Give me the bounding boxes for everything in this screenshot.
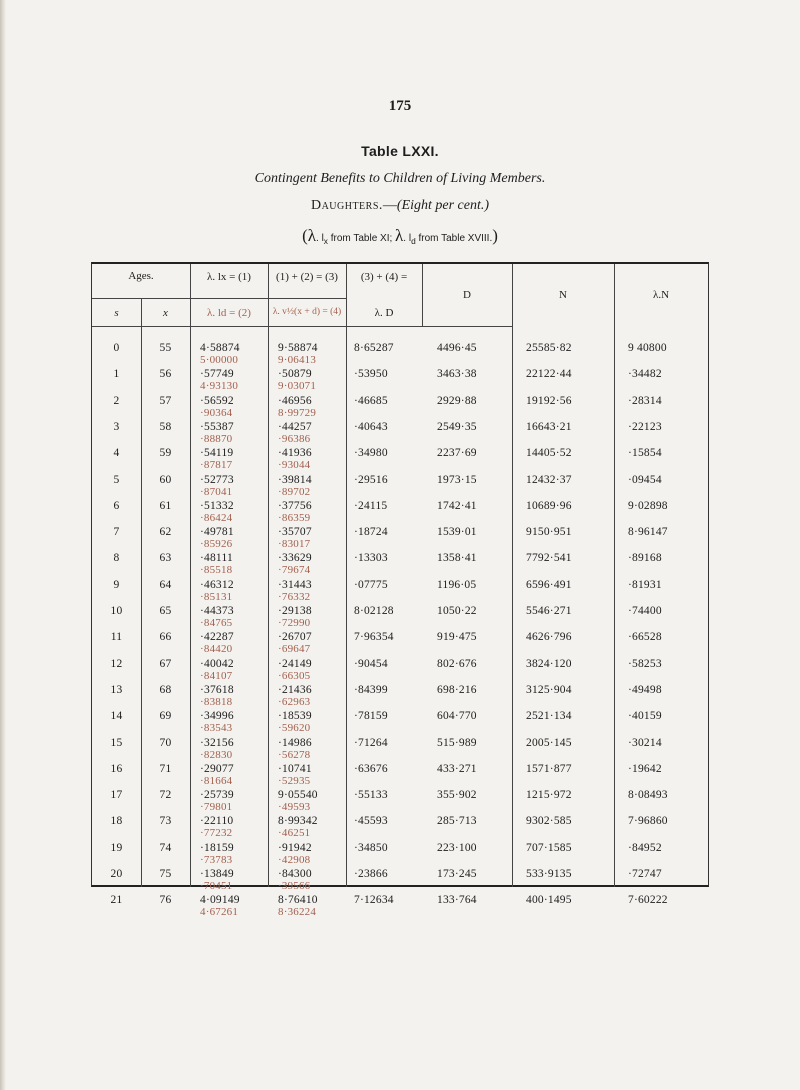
header-d: D — [463, 289, 471, 301]
table-row — [92, 368, 708, 396]
cell-d: 433·271 — [437, 762, 477, 775]
cell-c2b: ·59620 — [278, 722, 311, 735]
cell-s: 19 — [110, 841, 123, 854]
cell-c1b: ·84420 — [200, 643, 233, 656]
cell-ln: ·49498 — [628, 683, 662, 696]
cell-s: 17 — [110, 789, 123, 802]
cell-x: 64 — [159, 578, 172, 591]
cell-ln: ·66528 — [628, 631, 662, 644]
data-table — [91, 262, 709, 919]
cell-c3: ·40643 — [354, 420, 388, 433]
cell-x: 56 — [159, 368, 172, 381]
table-title: Contingent Benefits to Children of Living Members. — [254, 171, 546, 186]
table-row — [92, 395, 708, 423]
cell-c1b: ·83818 — [200, 695, 233, 708]
cell-c1: ·54119 — [200, 447, 234, 460]
cell-c2: ·33629 — [278, 552, 312, 565]
cell-c2: ·35707 — [278, 526, 312, 539]
cell-c2b: ·79674 — [278, 564, 311, 577]
cell-c2b: ·89702 — [278, 485, 311, 498]
cell-n: 6596·491 — [526, 578, 572, 591]
cell-n: 2005·145 — [526, 736, 572, 749]
cell-n: 10689·96 — [526, 499, 572, 512]
cell-ln: 7·60222 — [628, 894, 668, 907]
cell-ln: ·81931 — [628, 578, 662, 591]
table-row — [92, 658, 708, 686]
cell-c2b: ·39566 — [278, 880, 311, 892]
cell-c1: ·49781 — [200, 526, 234, 539]
cell-c1: ·22110 — [200, 815, 234, 828]
cell-c3: ·63676 — [354, 762, 388, 775]
cell-c2b: 8·99729 — [278, 406, 317, 419]
cell-ln: ·09454 — [628, 473, 662, 486]
cell-s: 9 — [113, 578, 120, 591]
cell-n: 400·1495 — [526, 894, 572, 907]
cell-x: 65 — [159, 605, 172, 617]
cell-d: 698·216 — [437, 683, 477, 696]
cell-c2b: ·96386 — [278, 432, 311, 445]
cell-c1: ·42287 — [200, 631, 234, 644]
cell-c1b: ·70451 — [200, 880, 233, 892]
cell-d: 919·475 — [437, 631, 477, 644]
cell-x: 62 — [159, 526, 172, 539]
cell-c1b: ·77232 — [200, 827, 233, 840]
cell-x: 68 — [159, 683, 172, 696]
cell-c2: ·31443 — [278, 578, 312, 591]
cell-c1: ·40042 — [200, 657, 234, 670]
cell-c2: ·39814 — [278, 473, 312, 486]
cell-c2b: ·49593 — [278, 801, 311, 814]
cell-s: 15 — [110, 736, 123, 749]
subtitle-dash: — — [382, 198, 397, 213]
table-row — [92, 789, 708, 817]
source-note: (λ. $l_x$ from Table XI; λ. $l_d$ from Table XVIII.) — [302, 226, 498, 246]
cell-c2b: ·72990 — [278, 617, 311, 629]
table-row — [92, 684, 708, 712]
header-s: s — [114, 307, 119, 319]
cell-ln: ·58253 — [628, 657, 662, 670]
cell-n: 3125·904 — [526, 683, 572, 696]
table-row — [92, 500, 708, 528]
cell-c1: 4·58874 — [200, 342, 240, 354]
cell-x: 58 — [159, 420, 172, 433]
cell-x: 72 — [159, 789, 172, 802]
cell-c2: ·10741 — [278, 762, 312, 775]
cell-c2b: ·86359 — [278, 511, 311, 524]
cell-ln: 8·96147 — [628, 526, 668, 539]
cell-s: 10 — [110, 605, 123, 617]
cell-s: 11 — [110, 631, 123, 644]
cell-n: 3824·120 — [526, 657, 572, 670]
cell-c2b: 9·06413 — [278, 354, 317, 366]
table-row — [92, 737, 708, 765]
cell-c1b: ·79801 — [200, 801, 233, 814]
cell-c2b: ·46251 — [278, 827, 311, 840]
cell-n: 16643·21 — [526, 420, 572, 433]
cell-x: 57 — [159, 394, 172, 407]
cell-n: 9302·585 — [526, 815, 572, 828]
cell-x: 59 — [159, 447, 172, 460]
cell-c1: ·52773 — [200, 473, 234, 486]
cell-c2: 9·58874 — [278, 342, 318, 354]
table-row — [92, 631, 708, 659]
table-row — [92, 815, 708, 843]
cell-c3: ·55133 — [354, 789, 388, 802]
cell-s: 21 — [110, 894, 123, 907]
cell-ln: ·72747 — [628, 868, 662, 880]
table-row — [92, 552, 708, 580]
cell-c3: ·71264 — [354, 736, 388, 749]
cell-n: 2521·134 — [526, 710, 572, 723]
cell-ln: ·15854 — [628, 447, 662, 460]
cell-c3: 8·65287 — [354, 342, 394, 354]
cell-c2: 8·99342 — [278, 815, 318, 828]
cell-c3: ·24115 — [354, 499, 388, 512]
table-row — [92, 342, 708, 370]
cell-x: 71 — [159, 762, 172, 775]
cell-c3: ·46685 — [354, 394, 388, 407]
cell-c1b: ·84107 — [200, 669, 233, 682]
header-lambda-n: λ.N — [652, 289, 670, 301]
cell-d: 2237·69 — [437, 447, 477, 460]
cell-c1: ·44373 — [200, 605, 234, 617]
cell-c1: ·51332 — [200, 499, 234, 512]
cell-c1b: ·86424 — [200, 511, 233, 524]
cell-c2b: 8·36224 — [278, 906, 317, 919]
cell-x: 74 — [159, 841, 172, 854]
subtitle-rate: (Eight per cent.) — [396, 198, 490, 213]
page-edge-shadow — [0, 0, 6, 1090]
cell-c1: ·56592 — [200, 394, 234, 407]
table-number: Table LXXI. — [361, 143, 439, 159]
table-row — [92, 579, 708, 607]
cell-n: 4626·796 — [526, 631, 572, 644]
cell-c3: ·07775 — [354, 578, 388, 591]
cell-d: 1196·05 — [437, 578, 477, 591]
cell-x: 60 — [159, 473, 172, 486]
cell-c2: ·21436 — [278, 683, 312, 696]
cell-n: 9150·951 — [526, 526, 572, 539]
cell-ln: ·89168 — [628, 552, 662, 565]
cell-n: 14405·52 — [526, 447, 572, 460]
lambda-symbol: λ — [395, 226, 404, 245]
table-row — [92, 421, 708, 449]
cell-s: 1 — [113, 368, 120, 381]
cell-c3: 7·12634 — [354, 894, 394, 907]
cell-c2: 8·76410 — [278, 894, 318, 907]
cell-c2: ·46956 — [278, 394, 312, 407]
cell-c2: ·29138 — [278, 605, 312, 617]
cell-d: 1050·22 — [437, 605, 477, 617]
cell-c1b: ·73783 — [200, 853, 233, 866]
cell-c2: ·41936 — [278, 447, 312, 460]
cell-s: 3 — [113, 420, 120, 433]
cell-c1: ·32156 — [200, 736, 234, 749]
table-row — [92, 526, 708, 554]
cell-s: 16 — [110, 762, 123, 775]
cell-x: 67 — [159, 657, 172, 670]
cell-c3: ·18724 — [354, 526, 388, 539]
cell-c1: ·57749 — [200, 368, 234, 381]
cell-c2b: ·69647 — [278, 643, 311, 656]
cell-d: 3463·38 — [437, 368, 477, 381]
cell-s: 5 — [113, 473, 120, 486]
header-col2-top: (1) + (2) = (3) — [276, 271, 338, 283]
cell-c1: ·29077 — [200, 762, 234, 775]
cell-n: 19192·56 — [526, 394, 572, 407]
table-row — [92, 842, 708, 870]
cell-ln: 8·08493 — [628, 789, 668, 802]
cell-n: 1571·877 — [526, 762, 572, 775]
cell-n: 25585·82 — [526, 342, 572, 354]
cell-c2: ·84300 — [278, 868, 312, 880]
cell-n: 533·9135 — [526, 868, 572, 880]
table-row — [92, 605, 708, 633]
cell-c3: ·84399 — [354, 683, 388, 696]
table-row — [92, 447, 708, 475]
cell-c3: ·34980 — [354, 447, 388, 460]
cell-c2: ·44257 — [278, 420, 312, 433]
cell-s: 2 — [113, 394, 120, 407]
cell-d: 223·100 — [437, 841, 477, 854]
cell-c2: ·37756 — [278, 499, 312, 512]
cell-n: 12432·37 — [526, 473, 572, 486]
cell-d: 802·676 — [437, 657, 477, 670]
cell-d: 515·989 — [437, 736, 477, 749]
cell-x: 69 — [159, 710, 172, 723]
cell-c2: ·26707 — [278, 631, 312, 644]
cell-c2b: ·56278 — [278, 748, 311, 761]
header-n: N — [559, 289, 567, 301]
cell-x: 76 — [159, 894, 172, 907]
cell-ln: 9 40800 — [628, 342, 667, 354]
cell-n: 707·1585 — [526, 841, 572, 854]
cell-d: 133·764 — [437, 894, 477, 907]
header-ages: Ages. — [128, 270, 154, 282]
cell-c1b: 4·93130 — [200, 380, 239, 393]
cell-ln: ·40159 — [628, 710, 662, 723]
cell-c3: ·34850 — [354, 841, 388, 854]
cell-c1: ·48111 — [200, 552, 233, 565]
cell-s: 0 — [113, 342, 120, 354]
cell-n: 7792·541 — [526, 552, 572, 565]
cell-c1b: ·87817 — [200, 459, 233, 472]
cell-c2: ·50879 — [278, 368, 312, 381]
cell-s: 14 — [110, 710, 123, 723]
cell-x: 63 — [159, 552, 172, 565]
cell-c3: ·13303 — [354, 552, 388, 565]
cell-c1: ·37618 — [200, 683, 234, 696]
cell-c1: ·25739 — [200, 789, 234, 802]
cell-c3: ·53950 — [354, 368, 388, 381]
cell-ln: ·84952 — [628, 841, 662, 854]
cell-x: 66 — [159, 631, 172, 644]
cell-d: 1742·41 — [437, 499, 477, 512]
cell-c2b: ·52935 — [278, 774, 311, 787]
cell-d: 2929·88 — [437, 394, 477, 407]
cell-ln: ·74400 — [628, 605, 662, 617]
cell-c3: ·23866 — [354, 868, 388, 880]
header-col2-bottom: λ. v½(x + d) = (4) — [272, 307, 342, 317]
cell-c2: ·24149 — [278, 657, 312, 670]
cell-ln: ·28314 — [628, 394, 662, 407]
cell-s: 18 — [110, 815, 123, 828]
cell-c1b: ·85131 — [200, 590, 233, 603]
cell-c1: ·46312 — [200, 578, 234, 591]
cell-x: 75 — [159, 868, 172, 880]
cell-c1b: ·81664 — [200, 774, 233, 787]
cell-ln: ·30214 — [628, 736, 662, 749]
lambda-symbol: λ — [307, 226, 317, 245]
cell-c1b: ·83543 — [200, 722, 233, 735]
cell-s: 6 — [113, 499, 120, 512]
cell-d: 1358·41 — [437, 552, 477, 565]
cell-c2b: 9·03071 — [278, 380, 317, 393]
cell-c2b: ·93044 — [278, 459, 311, 472]
cell-c3: ·78159 — [354, 710, 388, 723]
table-row — [92, 868, 708, 896]
cell-d: 1539·01 — [437, 526, 477, 539]
cell-c3: ·29516 — [354, 473, 388, 486]
table-row — [92, 894, 708, 922]
cell-c3: ·90454 — [354, 657, 388, 670]
cell-c1: ·34996 — [200, 710, 234, 723]
cell-c1b: ·85926 — [200, 538, 233, 551]
cell-c1: ·18159 — [200, 841, 234, 854]
cell-x: 73 — [159, 815, 172, 828]
header-col1-bottom: λ. ld = (2) — [207, 307, 251, 319]
cell-c3: ·45593 — [354, 815, 388, 828]
cell-d: 1973·15 — [437, 473, 477, 486]
cell-x: 61 — [159, 499, 172, 512]
header-col1-top: λ. lx = (1) — [207, 271, 251, 283]
cell-c1b: ·88870 — [200, 432, 233, 445]
cell-ln: ·22123 — [628, 420, 662, 433]
subtitle-prefix: Daughters. — [310, 198, 383, 213]
table-row — [92, 710, 708, 738]
cell-x: 70 — [159, 736, 172, 749]
cell-s: 12 — [110, 657, 123, 670]
cell-c1b: 4·67261 — [200, 906, 239, 919]
cell-ln: ·34482 — [628, 368, 662, 381]
cell-d: 355·902 — [437, 789, 477, 802]
cell-ln: 9·02898 — [628, 499, 668, 512]
table-subtitle — [0, 198, 800, 214]
cell-s: 4 — [113, 447, 120, 460]
cell-x: 55 — [159, 342, 172, 354]
cell-c2b: ·83017 — [278, 538, 311, 551]
cell-s: 8 — [113, 552, 120, 565]
cell-ln: 7·96860 — [628, 815, 668, 828]
table-row — [92, 474, 708, 502]
cell-c1b: ·85518 — [200, 564, 233, 577]
cell-c3: 7·96354 — [354, 631, 394, 644]
cell-ln: ·19642 — [628, 762, 662, 775]
cell-c1b: 5·00000 — [200, 354, 239, 366]
cell-n: 1215·972 — [526, 789, 572, 802]
cell-n: 22122·44 — [526, 368, 572, 381]
cell-d: 4496·45 — [437, 342, 477, 354]
cell-s: 7 — [113, 526, 120, 539]
cell-s: 13 — [110, 683, 123, 696]
cell-d: 173·245 — [437, 868, 477, 880]
cell-c1b: ·90364 — [200, 406, 233, 419]
cell-c1: 4·09149 — [200, 894, 240, 907]
cell-n: 5546·271 — [526, 605, 572, 617]
cell-c3: 8·02128 — [354, 605, 394, 617]
cell-c2: 9·05540 — [278, 789, 318, 802]
header-x: x — [163, 307, 168, 319]
cell-s: 20 — [110, 868, 123, 880]
cell-c2: ·14986 — [278, 736, 312, 749]
cell-c1b: ·84765 — [200, 617, 233, 629]
cell-c2: ·91942 — [278, 841, 312, 854]
cell-c1b: ·87041 — [200, 485, 233, 498]
cell-d: 604·770 — [437, 710, 477, 723]
cell-d: 285·713 — [437, 815, 477, 828]
cell-c2: ·18539 — [278, 710, 312, 723]
cell-c2b: ·66305 — [278, 669, 311, 682]
header-col3-bottom: λ. D — [374, 307, 394, 319]
cell-d: 2549·35 — [437, 420, 477, 433]
cell-c2b: ·62963 — [278, 695, 311, 708]
page-number: 175 — [388, 98, 412, 114]
cell-c1b: ·82830 — [200, 748, 233, 761]
table-row — [92, 763, 708, 791]
cell-c1: ·55387 — [200, 420, 234, 433]
header-col3-top: (3) + (4) = — [360, 271, 408, 283]
cell-c2b: ·76332 — [278, 590, 311, 603]
cell-c2b: ·42908 — [278, 853, 311, 866]
cell-c1: ·13849 — [200, 868, 234, 880]
